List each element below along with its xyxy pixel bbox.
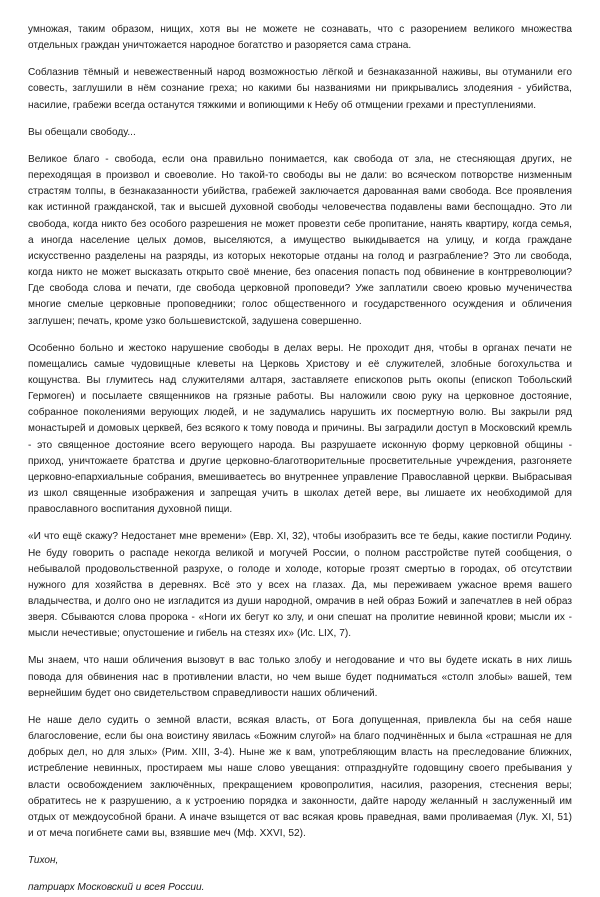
paragraph: «И что ещё скажу? Недостанет мне времени» (Евр. XI, 32), чтобы изобразить все те беды, какие постигли Родину. Не буду говорить о распаде некогда великой и могучей России, о полном расстройстве путей сообщения, о небывалой продовольственной разрухе, о голоде и холоде, которые грозят смертью в городах, об отсутствии нужного для хозяйства в деревнях. Всё это у всех на глазах. Да, мы переживаем ужасное время вашего владычества, и долго оно не изгладится из души народной, омрачив в ней образ Божий и запечатлев в ней образ зверя. Сбываются слова пророка - «Ноги их бегут ко злу, и они спешат на пролитие невинной крови; мысли их - мысли нечестивые; опустошение и гибель на стезях их» (Ис. LIX, 7).: [28, 531, 572, 640]
signature-title: патриарх Московский и всея России.: [28, 882, 205, 894]
signature-block: [28, 853, 572, 896]
document-text-body: [28, 22, 572, 897]
paragraph: Великое благо - свобода, если она правильно понимается, как свобода от зла, не стесняющая других, не переходящая в произвол и своеволие. Но такой-то свободы вы не дали: во всяческом потворстве низменным страстям толпы, в безнаказанности убийства, грабежей заключается дарованная вами свобода. Все проявления как истинной гражданской, так и высшей духовной свободы человечества подавлены вами беспощадно. Это ли свобода, когда никто без особого разрешения не может провезти себе пропитание, нанять квартиру, когда семья, а иногда население целых домов, выселяются, а имущество выкидывается на улицу, и когда граждане искусственно разделены на разряды, из которых некоторые отданы на голод и разграбление? Это ли свобода, когда никто не может высказать открыто своё мнение, без опасения попасть под обвинение в контрреволюции? Где свобода слова и печати, где свобода церковной проповеди? Уже заплатили своею кровью мученичества многие смелые церковные проповедники; голос общественного и государственного осуждения и обличения заглушен; печать, кроме узко большевистской, задушена совершенно.: [28, 153, 572, 327]
paragraph: Особенно больно и жестоко нарушение свободы в делах веры. Не проходит дня, чтобы в органах печати не помещались самые чудовищные клеветы на Церковь Христову и её служителей, злобные богохульства и кощунства. Вы глумитесь над служителями алтаря, заставляете епископов рыть окопы (епископ Тобольский Гермоген) и посылаете священников на грязные работы. Вы наложили свою руку на церковное достояние, собранное поколениями верующих людей, и не задумались нарушить их посмертную волю. Вы закрыли ряд монастырей и домовых церквей, без всякого к тому повода и причины. Вы заградили доступ в Московский кремль - это священное достояние всего верующего народа. Вы разрушаете исконную форму церковной общины - приход, уничтожаете братства и другие церковно-благотворительные просветительные учреждения, разгоняете церковно-епархиальные собрания, вмешиваетесь во внутреннее управление Православной церкви. Выбрасывая из школ священные изображения и запрещая учить в школах детей вере, вы лишаете их необходимой для православного воспитания духовной пищи.: [28, 342, 572, 516]
paragraph: Соблазнив тёмный и невежественный народ возможностью лёгкой и безнаказанной наживы, вы отуманили его совесть, заглушили в нём сознание греха; но какими бы названиями ни прикрывались злодеяния - убийства, насилие, грабежи всегда останутся тяжкими и вопиющими к Небу об отмщении грехами и преступлениями.: [28, 67, 572, 111]
paragraph: Не наше дело судить о земной власти, всякая власть, от Бога допущенная, привлекла бы на себя наше благословение, если бы она воистину явилась «Божним слугой» на благо подчинённых и была «страшная не для добрых дел, но для злых» (Рим. XIII, 3-4). Ныне же к вам, употребляющим власть на преследование ближних, истребление невинных, простираем мы наше слово увещания: отпразднуйте годовщину своего пребывания у власти освобождением заключённых, прекращением кровопролития, насилия, разорения, стеснения веры; обратитесь не к разрушению, а к устроению порядка и законности, дайте народу желанный н заслуженный им отдых от междоусобной брани. А иначе взыщется от вас всякая кровь праведная, вами проливаемая (Лук. XI, 51) и от меча погибнете сами вы, взявшие меч (Мф. XXVI, 52).: [28, 714, 572, 840]
signature-name: Тихон,: [28, 855, 59, 867]
paragraph: умножая, таким образом, нищих, хотя вы не можете не сознавать, что с разорением великого множества отдельных граждан уничтожается народное богатство и разоряется сама страна.: [28, 24, 572, 52]
paragraph: Вы обещали свободу...: [28, 126, 136, 138]
paragraph: Мы знаем, что наши обличения вызовут в вас только злобу и негодование и что вы будете искать в них лишь повода для обвинения нас в противлении власти, но чем выше будет подниматься «столп злобы» вашей, тем вернейшим будет оно свидетельством справедливости наших обличений.: [28, 655, 572, 699]
